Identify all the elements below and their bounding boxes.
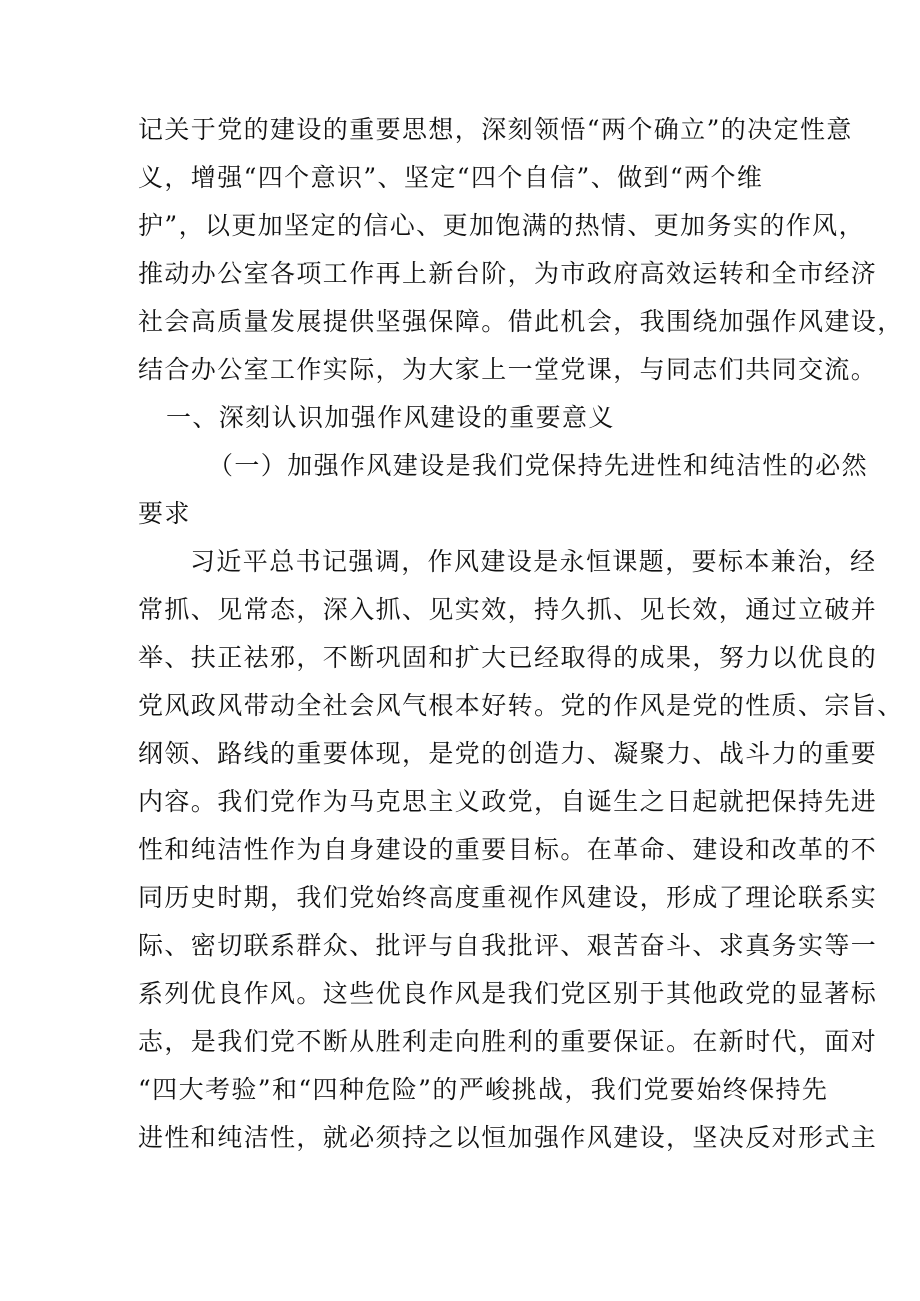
subsection-heading: （一）加强作风建设是我们党保持先进性和纯洁性的必然 <box>208 451 869 480</box>
text-line: 记关于党的建设的重要思想，深刻领悟“两个确立”的决定性意 <box>138 115 853 144</box>
section-heading: 一、深刻认识加强作风建设的重要意义 <box>166 403 615 432</box>
text-line: 纲领、路线的重要体现，是党的创造力、凝聚力、战斗力的重要 <box>138 739 878 768</box>
text-line: 举、扶正祛邪，不断巩固和扩大已经取得的成果，努力以优良的 <box>138 643 878 672</box>
text-line: 常抓、见常态，深入抓、见实效，持久抓、见长效，通过立破并 <box>138 595 878 624</box>
text-line: 推动办公室各项工作再上新台阶，为市政府高效运转和全市经济 <box>138 259 878 288</box>
text-line: 同历史时期，我们党始终高度重视作风建设，形成了理论联系实 <box>138 883 878 912</box>
text-line: 结合办公室工作实际，为大家上一堂党课，与同志们共同交流。 <box>138 355 878 384</box>
text-line: 要求 <box>138 499 191 528</box>
text-line: 护”，以更加坚定的信心、更加饱满的热情、更加务实的作风， <box>138 211 865 240</box>
text-line: 社会高质量发展提供坚强保障。借此机会，我围绕加强作风建设， <box>138 307 904 336</box>
body-text <box>138 106 904 1162</box>
text-line: “四大考验”和“四种危险”的严峻挑战，我们党要始终保持先 <box>138 1075 829 1104</box>
text-line: 际、密切联系群众、批评与自我批评、艰苦奋斗、求真务实等一 <box>138 931 878 960</box>
text-line: 内容。我们党作为马克思主义政党，自诞生之日起就把保持先进 <box>138 787 878 816</box>
text-line: 性和纯洁性作为自身建设的重要目标。在革命、建设和改革的不 <box>138 835 878 864</box>
text-line: 党风政风带动全社会风气根本好转。党的作风是党的性质、宗旨、 <box>138 691 904 720</box>
paragraph-first-line: 习近平总书记强调，作风建设是永恒课题，要标本兼治，经 <box>190 547 877 576</box>
text-line: 志，是我们党不断从胜利走向胜利的重要保证。在新时代，面对 <box>138 1027 878 1056</box>
text-line: 系列优良作风。这些优良作风是我们党区别于其他政党的显著标 <box>138 979 878 1008</box>
text-line: 义，增强“四个意识”、坚定“四个自信”、做到“两个维 <box>138 163 764 192</box>
text-line: 进性和纯洁性，就必须持之以恒加强作风建设，坚决反对形式主 <box>138 1123 878 1152</box>
